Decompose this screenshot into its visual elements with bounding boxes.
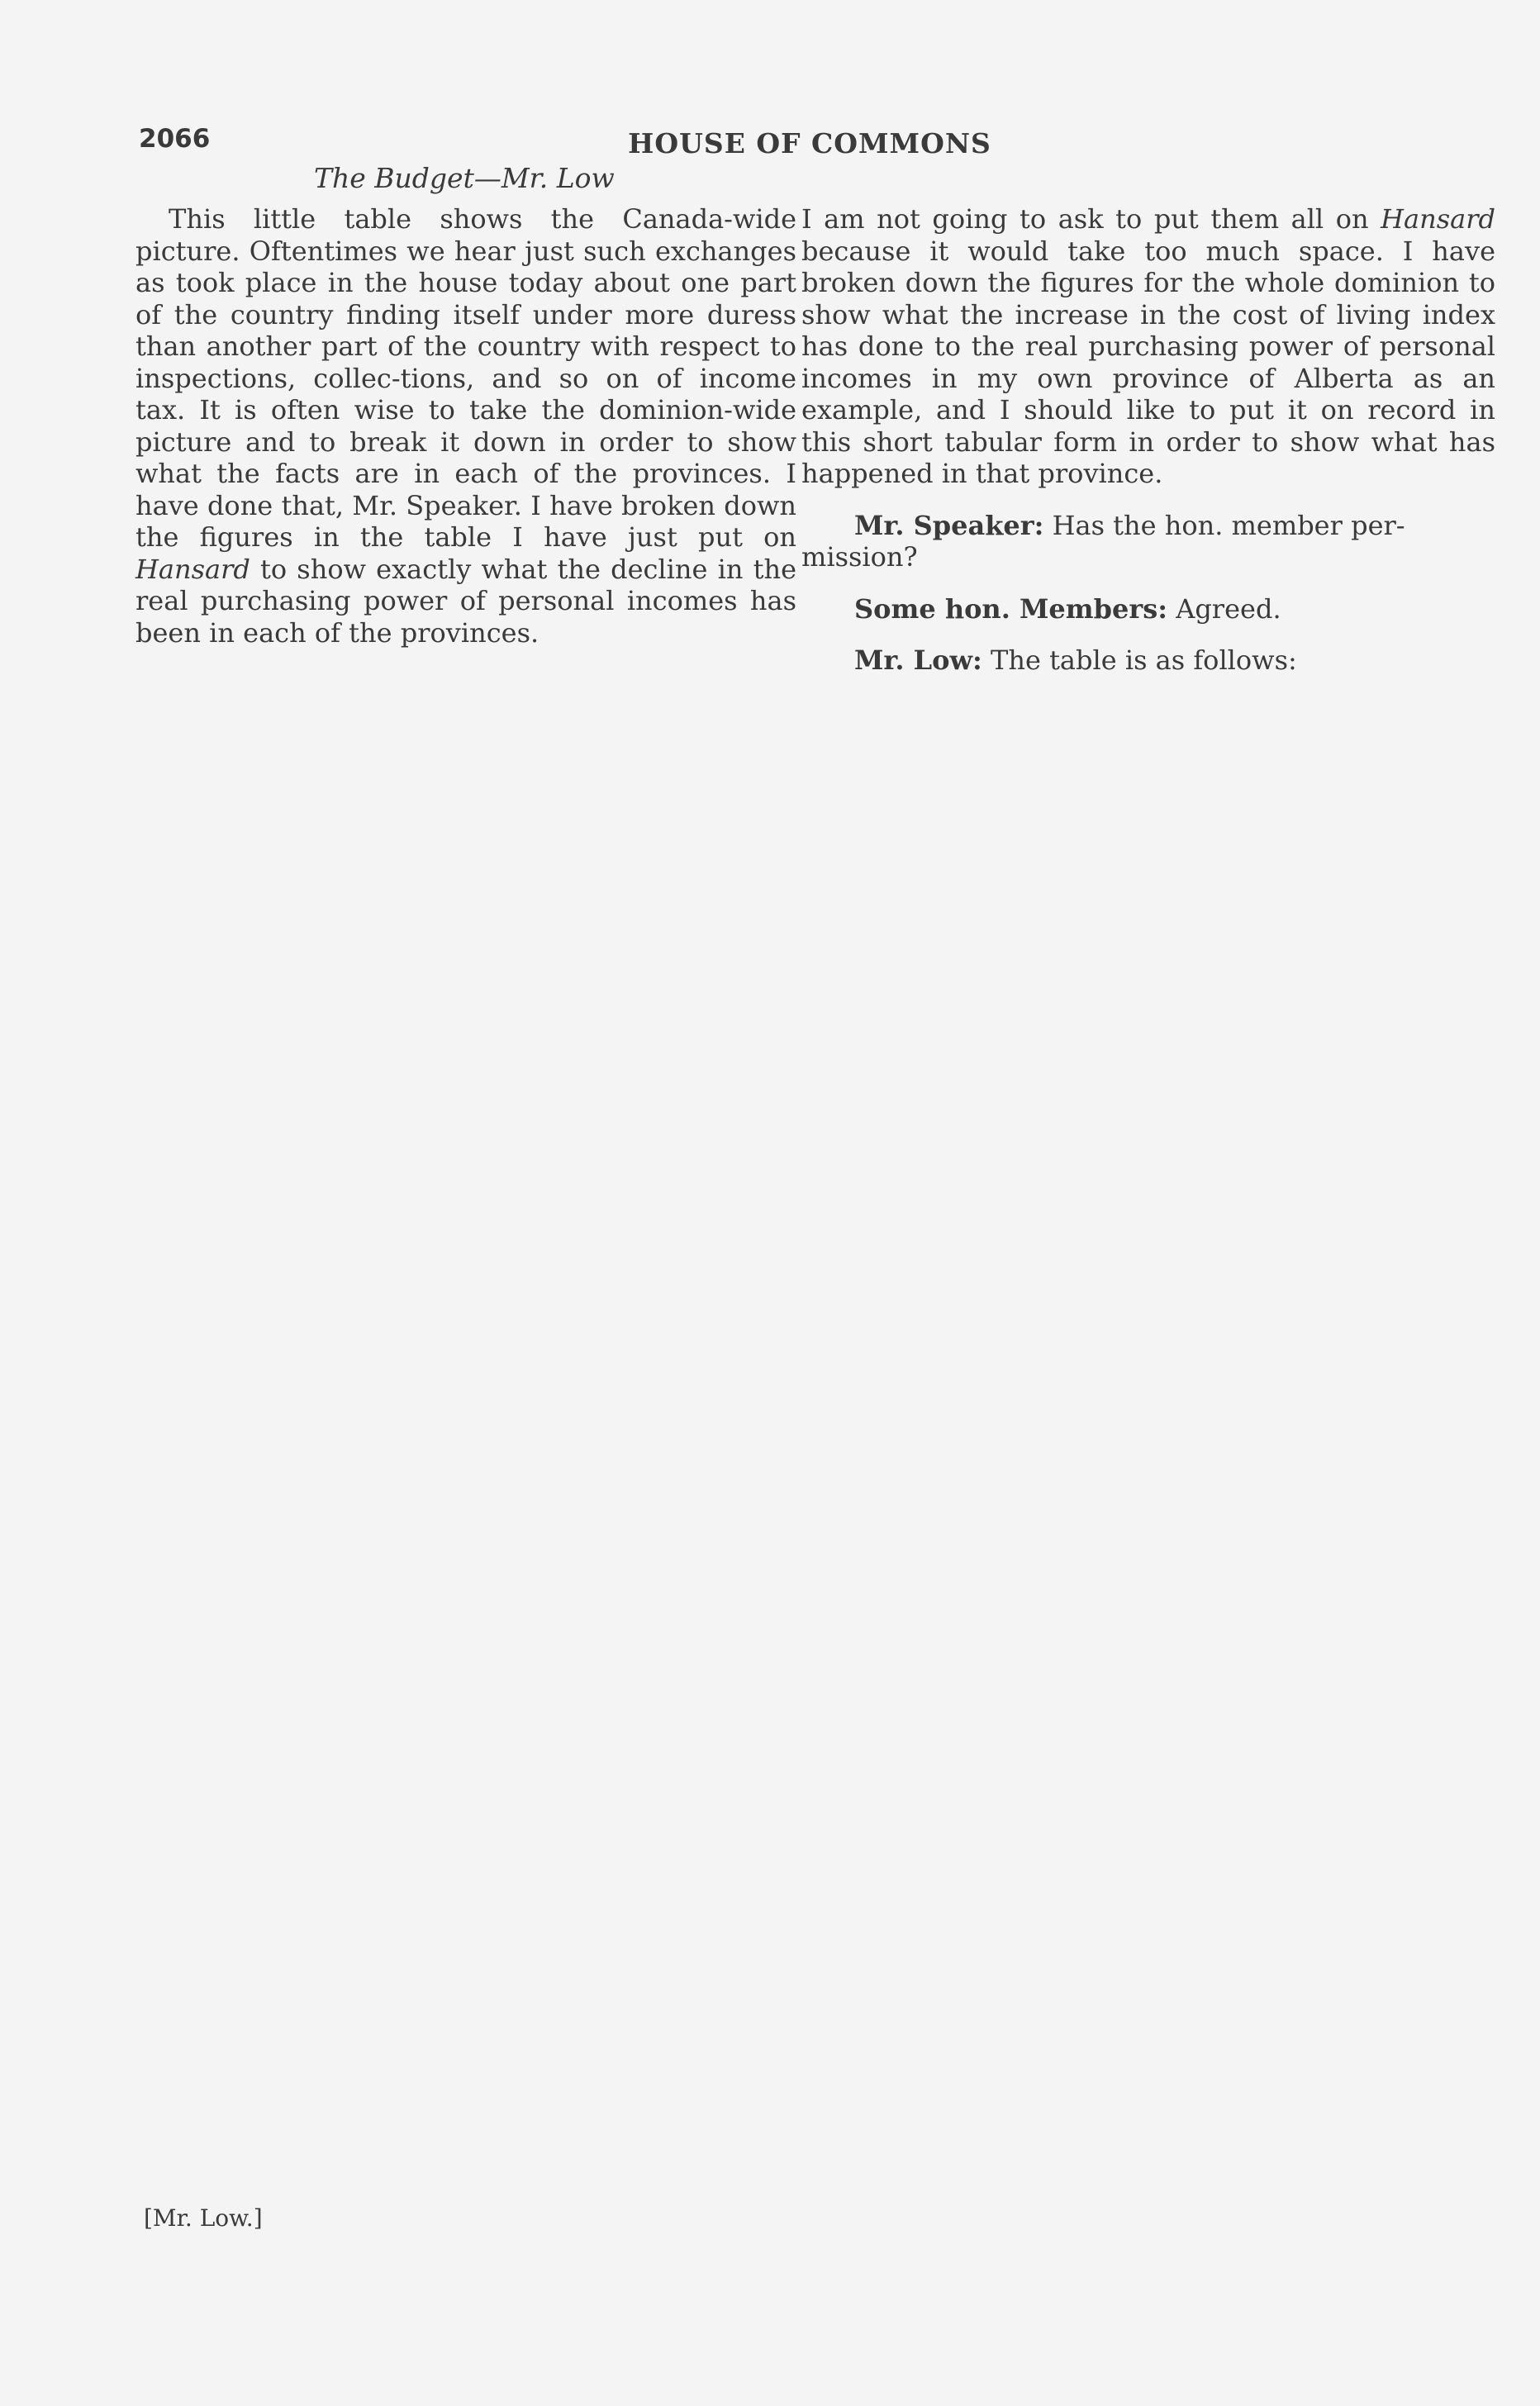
speech-text: The table is as follows:	[982, 644, 1297, 676]
speech-text: Has the hon. member per-mission?	[801, 509, 1405, 573]
right-paragraph-text-a: I am not going to ask to put them all on	[801, 203, 1381, 235]
left-paragraph-text-b: to show exactly what the decline in the real purchasing power of personal incomes has been in each of the provinces.	[135, 553, 796, 649]
speech-mr-speaker	[801, 510, 1495, 573]
speech-text: Agreed.	[1167, 592, 1281, 625]
left-column	[135, 203, 796, 649]
right-paragraph-text-b: because it would take too much space. I have broken down the figures for the whole dominion to show what the increase in the cost of living index has done to the real purchasing power of personal incomes in my own province of Alberta as an example, and I should like to put it on record in this short tabular form in order to show what has happened in that province.	[801, 235, 1495, 489]
speaker-name: Mr. Low:	[854, 644, 982, 676]
hansard-italic: Hansard	[135, 553, 250, 585]
page-number: 2066	[139, 124, 211, 154]
speech-some-members	[801, 593, 1495, 625]
hansard-italic: Hansard	[1381, 203, 1495, 235]
right-paragraph	[801, 203, 1495, 490]
right-column	[801, 203, 1495, 677]
speaker-name: Some hon. Members:	[854, 592, 1168, 625]
running-head: HOUSE OF COMMONS	[628, 127, 991, 159]
section-title: The Budget—Mr. Low	[314, 162, 615, 194]
speaker-name: Mr. Speaker:	[854, 509, 1044, 541]
speech-mr-low	[801, 644, 1495, 677]
left-paragraph-text-a: This little table shows the Canada-wide picture. Oftentimes we hear just such exchanges as took place in the house today about one part of the country finding itself under more duress than another part of the country with respect to inspections, collec-tions, and so on of income tax. It is often wise to take the dominion-wide picture and to break it down in order to show what the facts are in each of the provinces. I have done that, Mr. Speaker. I have broken down the figures in the table I have just put on	[135, 203, 796, 553]
left-paragraph	[135, 203, 796, 649]
footer-reference: [Mr. Low.]	[144, 2204, 263, 2232]
